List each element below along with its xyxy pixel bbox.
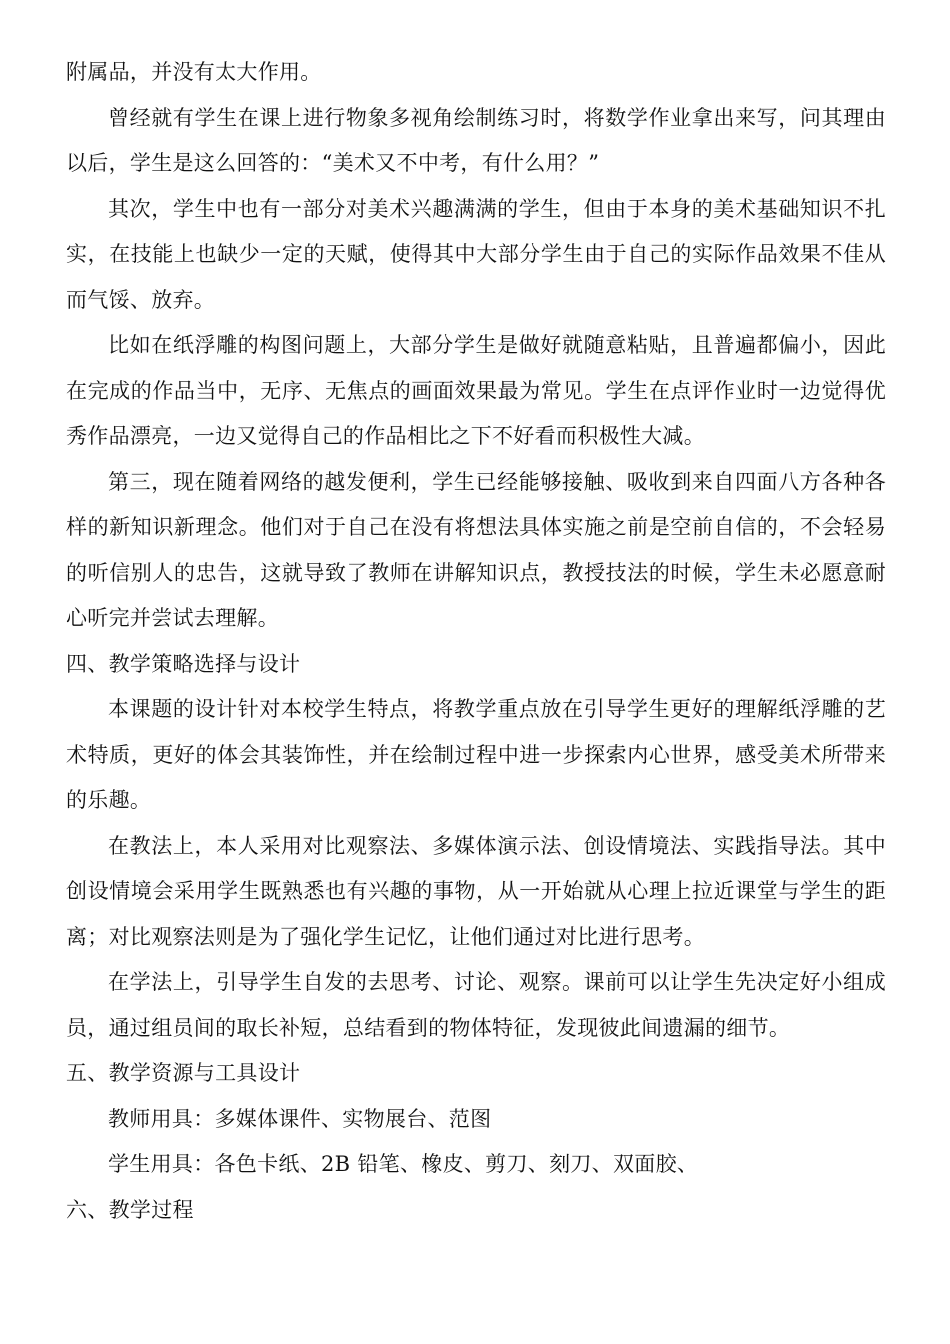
paragraph-third-point: 第三，现在随着网络的越发便利，学生已经能够接触、吸收到来自四面八方各种各样的新知识新理念。他们对于自己在没有将想法具体实施之前是空前自信的，不会轻易的听信别人的忠告，这就导致了教师在讲解知识点，教授技法的时候，学生未必愿意耐心听完并尝试去理解。: [66, 469, 886, 630]
section-heading-resources-tools: 五、教学资源与工具设计: [66, 1061, 301, 1085]
paragraph-teaching-methods: 在教法上，本人采用对比观察法、多媒体演示法、创设情境法、实践指导法。其中创设情境会采用学生既熟悉也有兴趣的事物，从一开始就从心理上拉近课堂与学生的距离；对比观察法则是为了强化学生记忆，让他们通过对比进行思考。: [66, 833, 886, 949]
section-heading-teaching-strategy: 四、教学策略选择与设计: [66, 651, 301, 676]
paragraph-continuation: 附属品，并没有太大作用。: [66, 60, 322, 84]
document-page: [66, 50, 886, 1233]
paragraph-composition-example: 比如在纸浮雕的构图问题上，大部分学生是做好就随意粘贴，且普遍都偏小，因此在完成的作品当中，无序、无焦点的画面效果最为常见。学生在点评作业时一边觉得优秀作品漂亮，一边又觉得自己的作品相比之下不好看而积极性大减。: [66, 333, 886, 448]
paragraph-teacher-tools: 教师用具：多媒体课件、实物展台、范图: [108, 1106, 492, 1131]
paragraph-learning-methods: 在学法上，引导学生自发的去思考、讨论、观察。课前可以让学生先决定好小组成员，通过组员间的取长补短，总结看到的物体特征，发现彼此间遗漏的细节。: [66, 970, 886, 1040]
section-heading-teaching-process: 六、教学过程: [66, 1197, 194, 1222]
paragraph-design-focus: 本课题的设计针对本校学生特点，将教学重点放在引导学生更好的理解纸浮雕的艺术特质，更好的体会其装饰性，并在绘制过程中进一步探索内心世界，感受美术所带来的乐趣。: [66, 697, 886, 812]
paragraph-student-tools: 学生用具：各色卡纸、2B 铅笔、橡皮、剪刀、刻刀、双面胶、: [108, 1152, 699, 1176]
paragraph-second-point: 其次，学生中也有一部分对美术兴趣满满的学生，但由于本身的美术基础知识不扎实，在技能上也缺少一定的天赋，使得其中大部分学生由于自己的实际作品效果不佳从而气馁、放弃。: [66, 196, 886, 312]
paragraph-math-homework-example: 曾经就有学生在课上进行物象多视角绘制练习时，将数学作业拿出来写，问其理由以后，学生是这么回答的：“美术又不中考，有什么用？”: [66, 105, 886, 175]
